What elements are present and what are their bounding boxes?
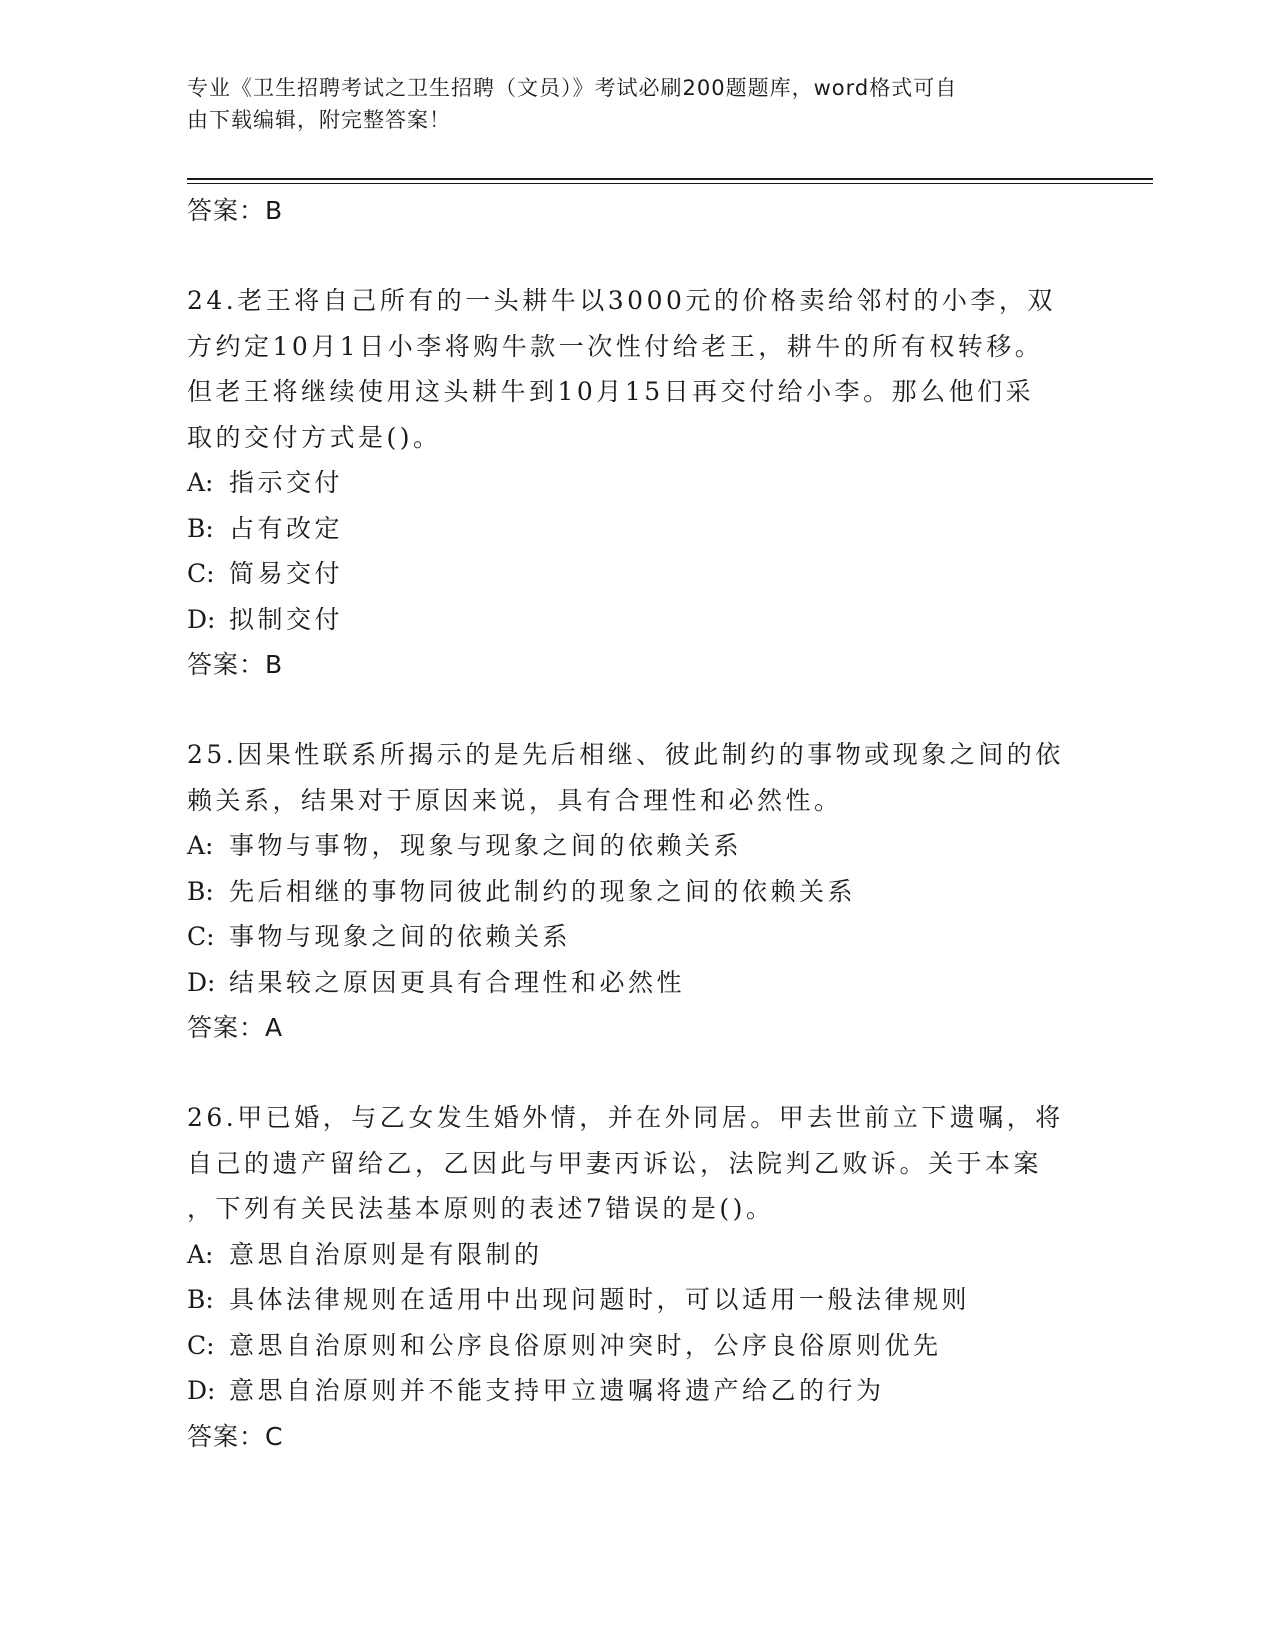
option-key: A: [187, 1239, 214, 1269]
answer-value: C [265, 1421, 284, 1451]
question-text-line: ，下列有关民法基本原则的表述7错误的是()。 [187, 1194, 775, 1223]
option-key: B: [187, 513, 214, 543]
question-text-line: 取的交付方式是()。 [187, 422, 442, 452]
question-text-line: 26.甲已婚，与乙女发生婚外情，并在外同居。甲去世前立下遗嘱，将 [187, 1103, 1064, 1132]
answer-label: 答案： [187, 196, 266, 225]
question-text-line: 24.老王将自己所有的一头耕牛以3000元的价格卖给邻村的小李，双 [187, 286, 1056, 315]
option-text: 简易交付 [229, 559, 344, 588]
question-24 [187, 278, 1087, 688]
question-answer [187, 1005, 1087, 1051]
option-key: C: [187, 559, 215, 588]
option-d [187, 597, 1087, 643]
option-key: A: [187, 468, 214, 497]
question-text-line: 方约定10月1日小李将购牛款一次性付给老王，耕牛的所有权转移。 [187, 331, 1044, 361]
question-list [187, 188, 1087, 1460]
option-b [187, 506, 1087, 552]
option-text: 事物与现象之间的依赖关系 [229, 922, 572, 951]
option-c [187, 551, 1087, 597]
header-rule-thin [187, 183, 1153, 184]
question-text-line: 自己的遗产留给乙，乙因此与甲妻丙诉讼，法院判乙败诉。关于本案 [187, 1148, 1043, 1178]
option-text: 先后相继的事物同彼此制约的现象之间的依赖关系 [229, 876, 857, 906]
option-text: 意思自治原则和公序良俗原则冲突时，公序良俗原则优先 [229, 1330, 942, 1360]
option-text: 结果较之原因更具有合理性和必然性 [229, 967, 686, 997]
option-a [187, 823, 1087, 869]
question-text-line: 25.因果性联系所揭示的是先后相继、彼此制约的事物或现象之间的依 [187, 740, 1064, 769]
option-text: 意思自治原则并不能支持甲立遗嘱将遗产给乙的行为 [229, 1376, 885, 1405]
option-text: 具体法律规则在适用中出现问题时，可以适用一般法律规则 [229, 1285, 971, 1314]
option-key: A: [187, 831, 214, 860]
question-text-line: 赖关系，结果对于原因来说，具有合理性和必然性。 [187, 785, 843, 815]
header-line-1: 专业《卫生招聘考试之卫生招聘（文员）》考试必刷200题题库，word格式可自 [187, 76, 958, 100]
option-b [187, 1277, 1087, 1323]
answer-label: 答案： [187, 1013, 266, 1042]
header-line-2: 由下载编辑，附完整答案！ [187, 108, 451, 132]
option-text: 占有改定 [229, 513, 344, 543]
question-text-line: 但老王将继续使用这头耕牛到10月15日再交付给小李。那么他们采 [187, 377, 1035, 406]
option-text: 指示交付 [229, 468, 344, 497]
option-key: D: [187, 1376, 216, 1405]
option-text: 事物与事物，现象与现象之间的依赖关系 [229, 831, 743, 860]
question-answer [187, 642, 1087, 688]
option-key: D: [187, 604, 216, 634]
answer-label: 答案： [187, 650, 266, 679]
option-d [187, 960, 1087, 1006]
option-text: 意思自治原则是有限制的 [229, 1239, 543, 1269]
option-key: B: [187, 876, 214, 906]
option-c [187, 1323, 1087, 1369]
option-a [187, 460, 1087, 506]
question-26 [187, 1095, 1087, 1460]
question-25 [187, 732, 1087, 1051]
option-d [187, 1368, 1087, 1414]
option-b [187, 869, 1087, 915]
option-key: B: [187, 1285, 214, 1314]
question-answer [187, 1414, 1087, 1460]
previous-answer [187, 188, 1087, 234]
option-key: C: [187, 922, 215, 951]
header-rule-thick [187, 178, 1153, 180]
option-key: C: [187, 1330, 215, 1360]
answer-label: 答案： [187, 1421, 266, 1451]
option-c [187, 914, 1087, 960]
document-header [187, 72, 1067, 136]
option-key: D: [187, 967, 216, 997]
option-a [187, 1232, 1087, 1278]
option-text: 拟制交付 [229, 604, 344, 634]
answer-value: B [265, 650, 284, 679]
answer-value: A [265, 1013, 284, 1042]
answer-value: B [265, 196, 284, 225]
